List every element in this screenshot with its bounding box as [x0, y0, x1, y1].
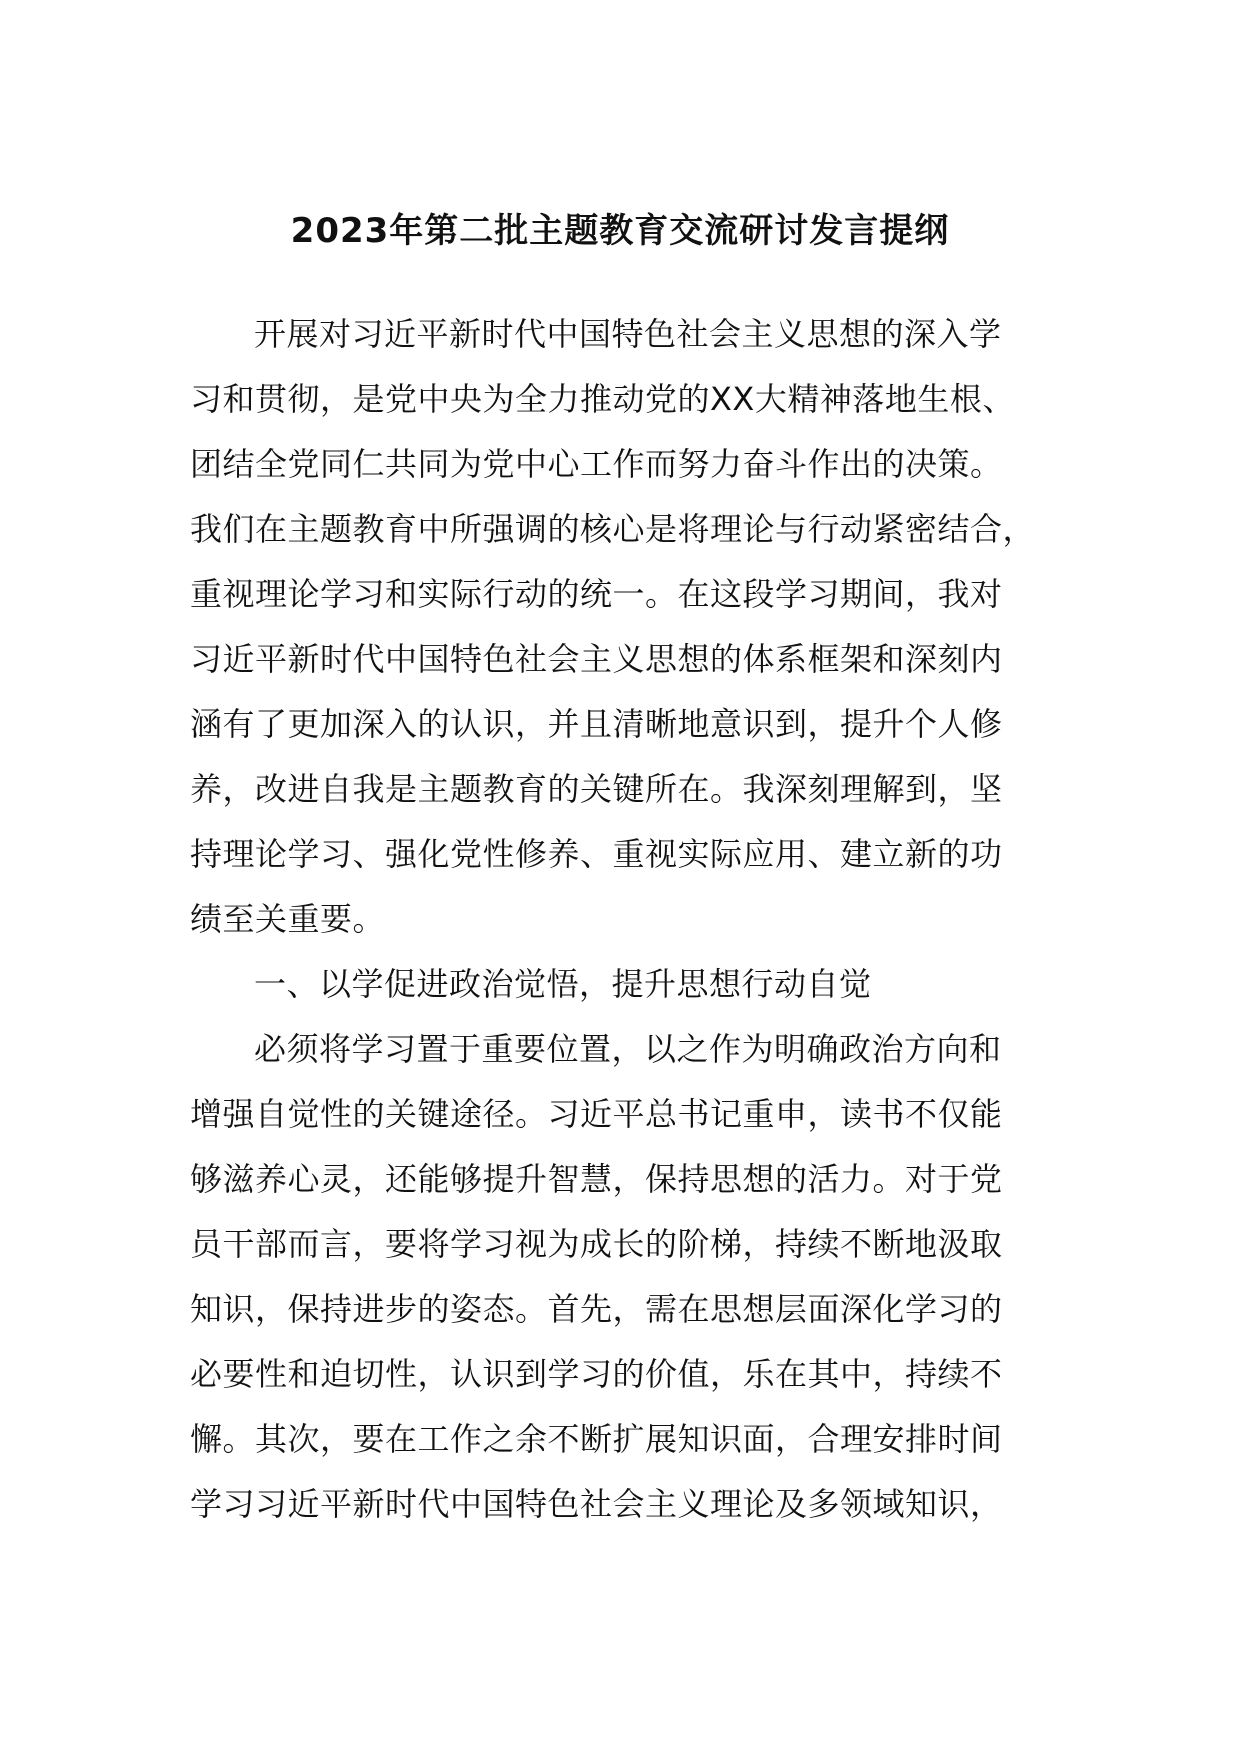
paragraph-line: 增强自觉性的关键途径。习近平总书记重申，读书不仅能	[190, 1095, 1003, 1133]
paragraph-line: 懈。其次，要在工作之余不断扩展知识面，合理安排时间	[190, 1420, 1003, 1458]
paragraph-line: 我们在主题教育中所强调的核心是将理论与行动紧密结合，	[190, 510, 1036, 548]
paragraph-line: 知识，保持进步的姿态。首先，需在思想层面深化学习的	[190, 1290, 1003, 1328]
paragraph-line: 习和贯彻，是党中央为全力推动党的XX大精神落地生根、	[190, 380, 1015, 418]
paragraph-line: 涵有了更加深入的认识，并且清晰地意识到，提升个人修	[190, 705, 1003, 743]
paragraph-line: 绩至关重要。	[190, 900, 386, 938]
paragraph-line: 习近平新时代中国特色社会主义思想的体系框架和深刻内	[190, 640, 1003, 678]
paragraph-line: 重视理论学习和实际行动的统一。在这段学习期间，我对	[190, 575, 1003, 613]
paragraph-line: 团结全党同仁共同为党中心工作而努力奋斗作出的决策。	[190, 445, 1003, 483]
paragraph-line: 持理论学习、强化党性修养、重视实际应用、建立新的功	[190, 835, 1003, 873]
section-heading: 一、以学促进政治觉悟，提升思想行动自觉	[254, 965, 872, 1003]
paragraph-line: 开展对习近平新时代中国特色社会主义思想的深入学	[254, 315, 1002, 353]
paragraph-line: 必要性和迫切性，认识到学习的价值，乐在其中，持续不	[190, 1355, 1003, 1393]
paragraph-line: 必须将学习置于重要位置，以之作为明确政治方向和	[254, 1030, 1002, 1068]
paragraph-line: 够滋养心灵，还能够提升智慧，保持思想的活力。对于党	[190, 1160, 1003, 1198]
paragraph-line: 员干部而言，要将学习视为成长的阶梯，持续不断地汲取	[190, 1225, 1003, 1263]
document-body	[190, 302, 1040, 1537]
paragraph-line: 学习习近平新时代中国特色社会主义理论及多领域知识，	[190, 1485, 1003, 1523]
document-title: 2023年第二批主题教育交流研讨发言提纲	[290, 211, 950, 251]
paragraph-line: 养，改进自我是主题教育的关键所在。我深刻理解到，坚	[190, 770, 1003, 808]
